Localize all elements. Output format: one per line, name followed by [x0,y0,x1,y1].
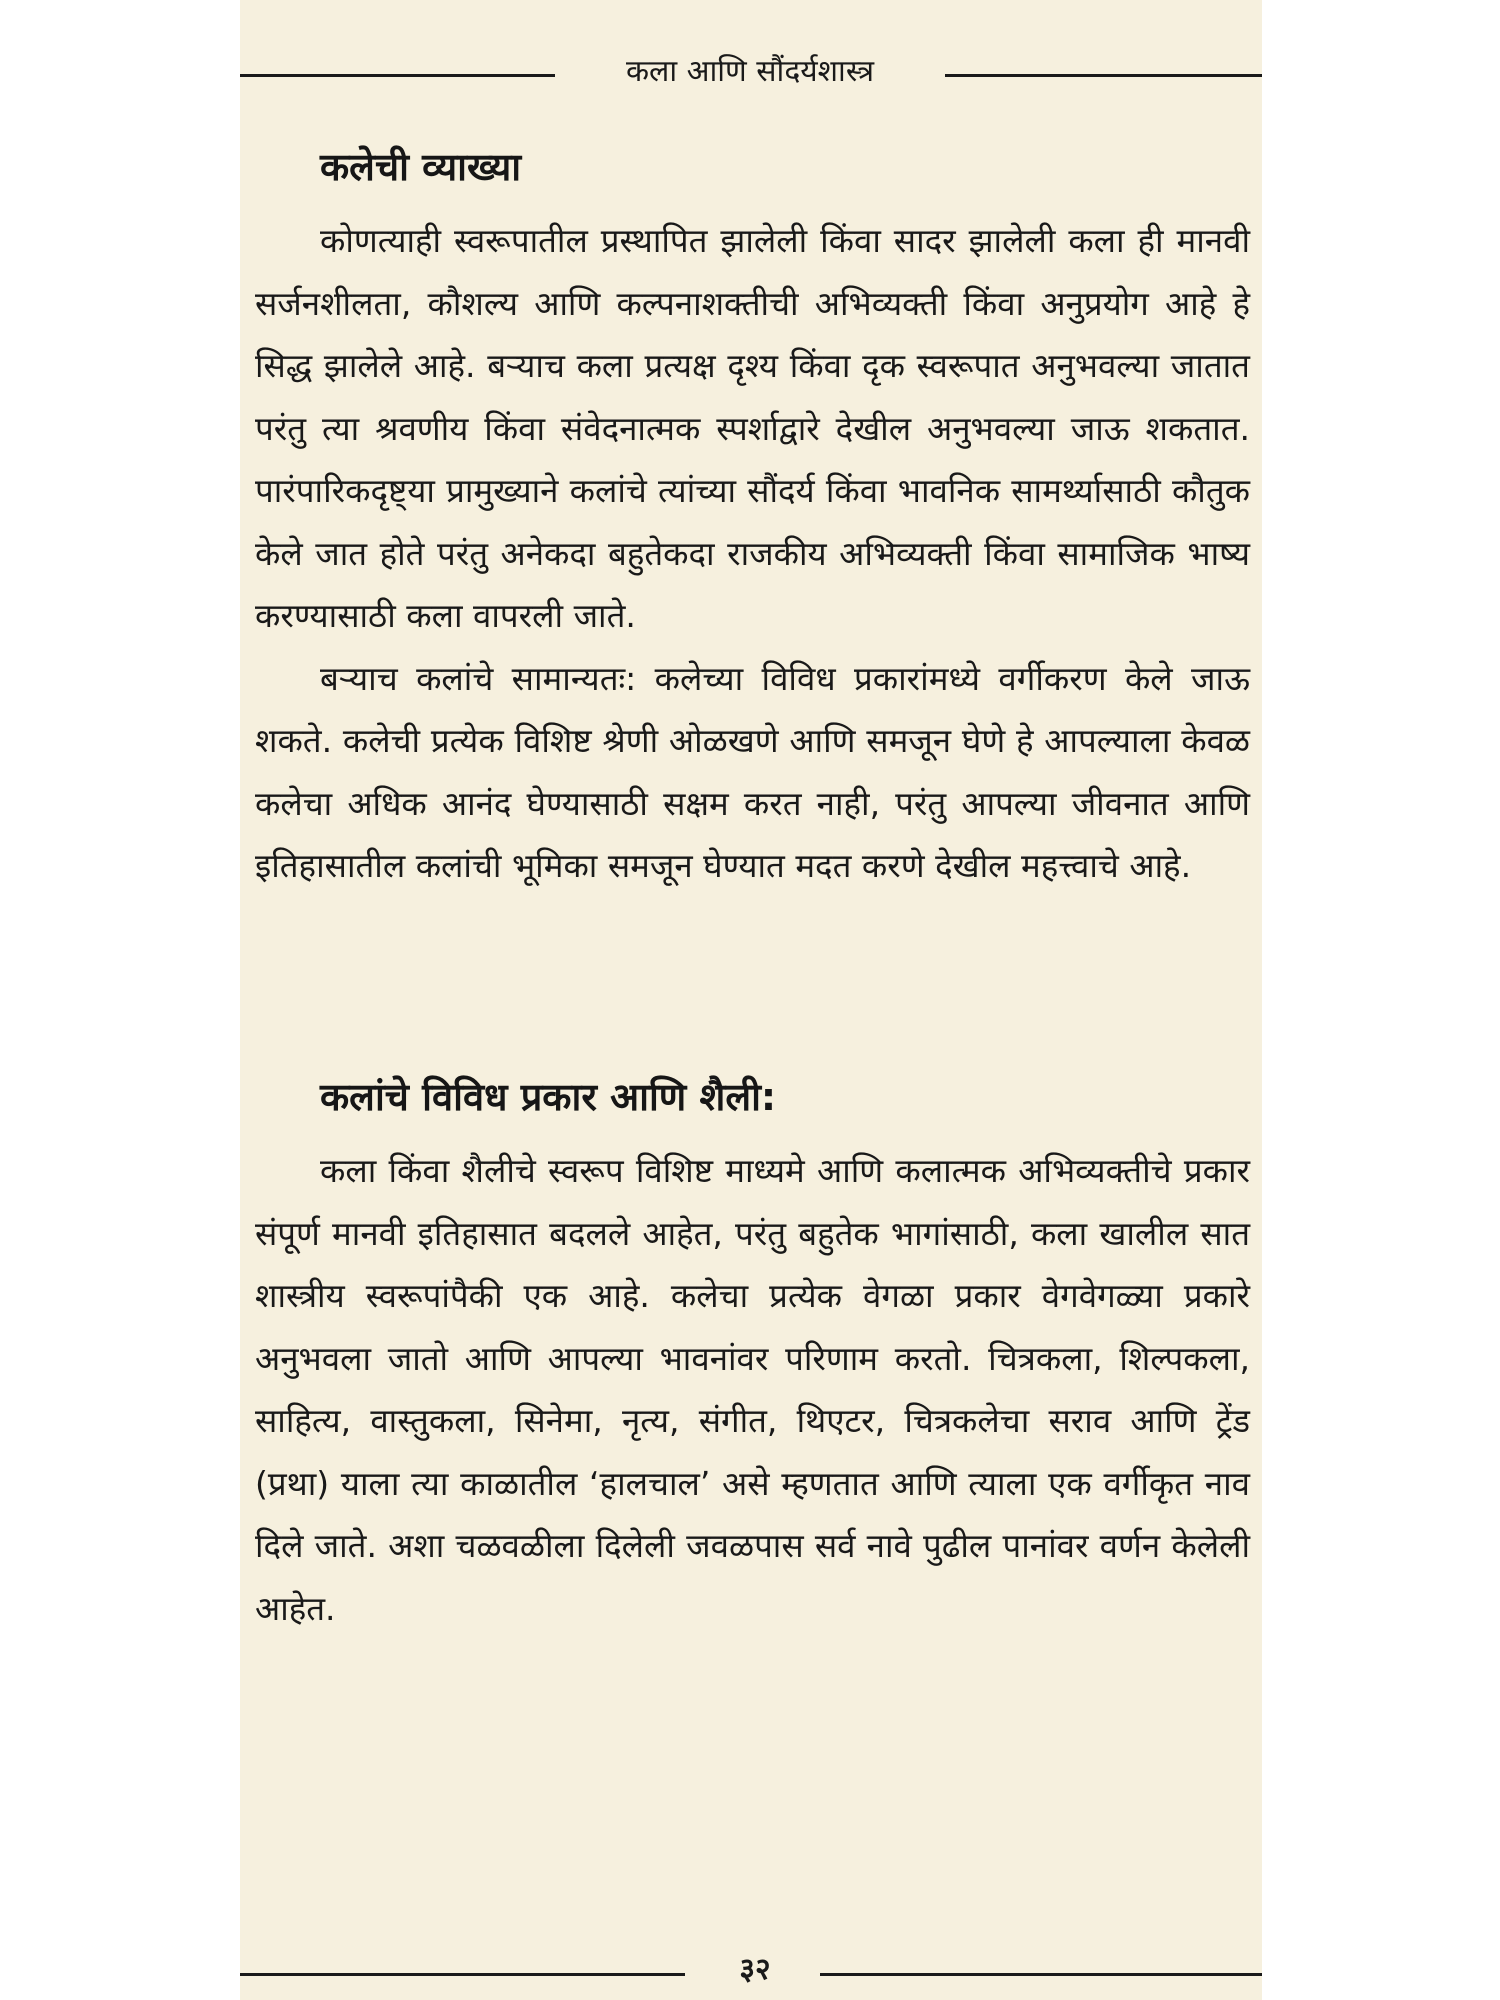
running-header [240,52,1262,96]
header-rule-left [240,74,555,77]
book-page [240,0,1262,2000]
footer-rule-left [240,1973,685,1976]
paragraph: कोणत्याही स्वरूपातील प्रस्थापित झालेली किंवा सादर झालेली कला ही मानवी सर्जनशीलता, कौशल्य आणि कल्पनाशक्तीची अभिव्यक्ती किंवा अनुप्रयोग आहे हे सिद्ध झालेले आहे. बऱ्याच कला प्रत्यक्ष दृश्य किंवा दृक स्वरूपात अनुभवल्या जातात परंतु त्या श्रवणीय किंवा संवेदनात्मक स्पर्शाद्वारे देखील अनुभवल्या जाऊ शकतात. पारंपारिकदृष्ट्या प्रामुख्याने कलांचे त्यांच्या सौंदर्य किंवा भावनिक सामर्थ्यासाठी कौतुक केले जात होते परंतु अनेकदा बहुतेकदा राजकीय अभिव्यक्ती किंवा सामाजिक भाष्य करण्यासाठी कला वापरली जाते. [255,221,1250,635]
section-heading-types: कलांचे विविध प्रकार आणि शैली: [320,1075,777,1119]
running-header-title: कला आणि सौंदर्यशास्त्र [625,54,875,89]
section-heading-definition: कलेची व्याख्या [320,145,522,189]
page-footer [240,1950,1262,1990]
header-rule-right [945,74,1262,77]
paragraph: बऱ्याच कलांचे सामान्यतः: कलेच्या विविध प्रकारांमध्ये वर्गीकरण केले जाऊ शकते. कलेची प्रत्येक विशिष्ट श्रेणी ओळखणे आणि समजून घेणे हे आपल्याला केवळ कलेचा अधिक आनंद घेण्यासाठी सक्षम करत नाही, परंतु आपल्या जीवनात आणि इतिहासातील कलांची भूमिका समजून घेण्यात मदत करणे देखील महत्त्वाचे आहे. [255,658,1250,885]
page-number: ३२ [739,1952,771,1987]
section-types-body [255,1140,1250,1640]
section-definition-body [255,210,1250,898]
footer-rule-right [820,1973,1262,1976]
paragraph: कला किंवा शैलीचे स्वरूप विशिष्ट माध्यमे आणि कलात्मक अभिव्यक्तीचे प्रकार संपूर्ण मानवी इतिहासात बदलले आहेत, परंतु बहुतेक भागांसाठी, कला खालील सात शास्त्रीय स्वरूपांपैकी एक आहे. कलेचा प्रत्येक वेगळा प्रकार वेगवेगळ्या प्रकारे अनुभवला जातो आणि आपल्या भावनांवर परिणाम करतो. चित्रकला, शिल्पकला, साहित्य, वास्तुकला, सिनेमा, नृत्य, संगीत, थिएटर, चित्रकलेचा सराव आणि ट्रेंड (प्रथा) याला त्या काळातील ‘हालचाल’ असे म्हणतात आणि त्याला एक वर्गीकृत नाव दिले जाते. अशा चळवळीला दिलेली जवळपास सर्व नावे पुढील पानांवर वर्णन केलेली आहेत. [255,1151,1250,1628]
